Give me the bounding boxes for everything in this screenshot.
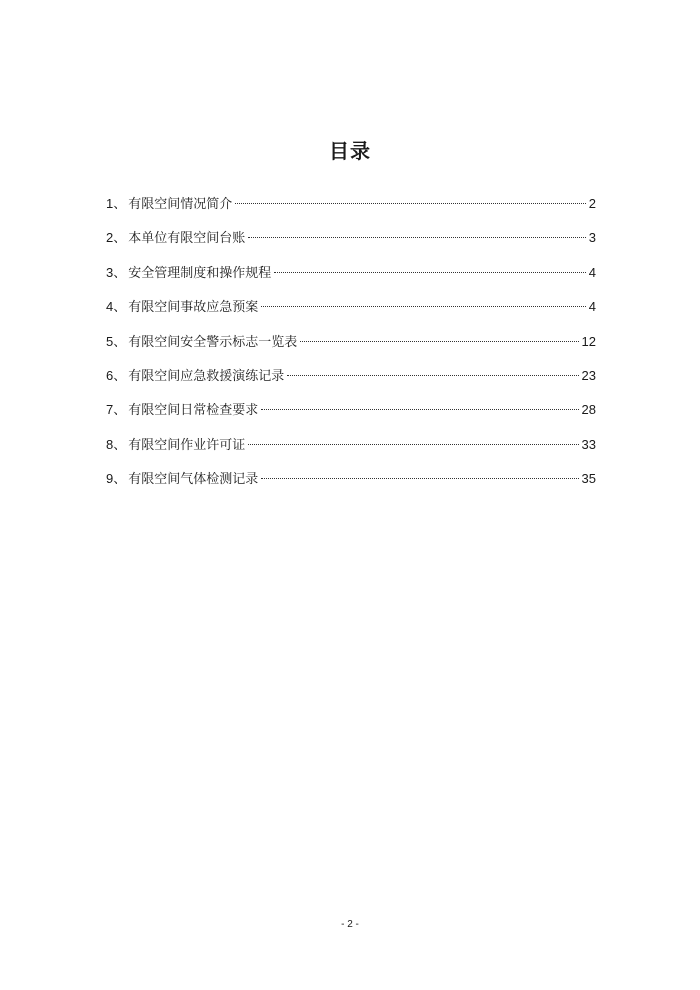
toc-entry-title: 有限空间情况简介 <box>128 197 233 212</box>
toc-entry-page: 2 <box>588 196 596 211</box>
toc-entry-title: 有限空间作业许可证 <box>128 437 246 453</box>
toc-entry-title: 本单位有限空间台账 <box>128 231 246 247</box>
page-number-footer: - 2 - <box>341 919 359 930</box>
toc-entry-number: 5 <box>106 333 114 349</box>
toc-entry-page: 35 <box>581 471 596 487</box>
toc-entry-separator: 、 <box>113 231 127 247</box>
dot-leader <box>274 272 586 273</box>
dot-leader <box>248 444 578 445</box>
dot-leader <box>300 341 578 342</box>
toc-entry-separator: 、 <box>113 197 127 212</box>
toc-entry[interactable] <box>106 435 596 469</box>
toc-entry-number: 2 <box>106 230 114 246</box>
toc-entry-number: 4 <box>106 299 114 315</box>
dot-leader <box>235 203 586 204</box>
toc-entry-title: 有限空间应急救援演练记录 <box>128 368 285 384</box>
toc-entry-title: 有限空间气体检测记录 <box>128 472 259 488</box>
toc-entry-title: 安全管理制度和操作规程 <box>128 265 272 281</box>
toc-entry-separator: 、 <box>113 403 127 419</box>
toc-entry-number: 7 <box>106 402 114 418</box>
dot-leader <box>248 237 586 238</box>
toc-entry-number: 6 <box>106 367 114 383</box>
toc-entry-page: 3 <box>588 230 596 246</box>
dot-leader <box>261 409 578 410</box>
toc-entry-page: 4 <box>588 264 596 280</box>
toc-title: 目录 <box>329 139 371 163</box>
toc-entry-number: 8 <box>106 436 114 452</box>
toc-entry-number: 3 <box>106 264 114 280</box>
toc-entry[interactable] <box>106 297 596 331</box>
toc-entry-page: 12 <box>581 333 596 349</box>
toc-entry[interactable] <box>106 366 596 400</box>
toc-entry-title: 有限空间事故应急预案 <box>128 300 259 316</box>
toc-entry[interactable] <box>106 332 596 366</box>
toc-entry-separator: 、 <box>113 265 127 281</box>
toc-entry-page: 33 <box>581 436 596 452</box>
toc-entry-separator: 、 <box>113 300 127 316</box>
toc-entry[interactable] <box>106 228 596 262</box>
toc-entry[interactable] <box>106 400 596 434</box>
dot-leader <box>261 478 578 479</box>
toc-entry-number: 1 <box>106 196 114 211</box>
toc-entry[interactable] <box>106 469 596 503</box>
toc-entry-separator: 、 <box>113 368 127 384</box>
dot-leader <box>287 375 578 376</box>
toc-entry-title: 有限空间安全警示标志一览表 <box>128 334 298 350</box>
toc-entry[interactable] <box>106 194 596 228</box>
toc-entry-separator: 、 <box>113 472 127 488</box>
toc-entry-number: 9 <box>106 471 114 487</box>
toc-list <box>106 194 596 504</box>
toc-entry-page: 23 <box>581 367 596 383</box>
dot-leader <box>261 306 586 307</box>
toc-entry[interactable] <box>106 263 596 297</box>
toc-entry-page: 28 <box>581 402 596 418</box>
toc-entry-separator: 、 <box>113 334 127 350</box>
toc-entry-separator: 、 <box>113 437 127 453</box>
toc-entry-page: 4 <box>588 299 596 315</box>
toc-entry-title: 有限空间日常检查要求 <box>128 403 259 419</box>
